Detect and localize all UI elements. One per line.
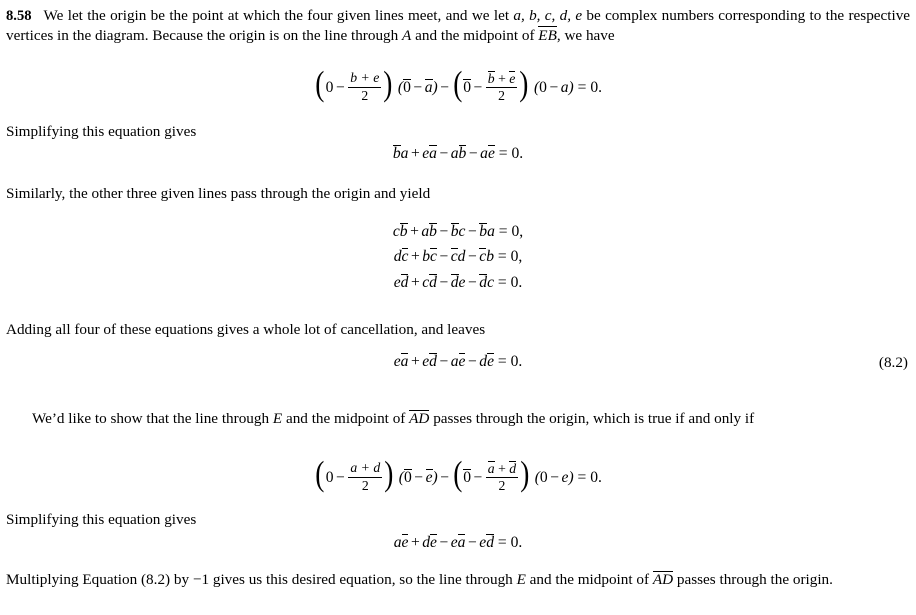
solution-paragraph-4	[6, 320, 910, 340]
equation-4: ea + ed − ae − de = 0.	[393, 353, 523, 370]
equation-4-row	[0, 353, 916, 371]
eq1-fraction-1: $\frac{b + e}{2}$	[350, 70, 380, 103]
paragraph-1-mid: be complex numbers corresponding to the respective vertices in the diagram. Because the origin is on the line through	[6, 7, 911, 44]
eq1-minus-2: −	[440, 78, 449, 96]
eq1-minus-1: −	[335, 78, 345, 96]
paragraph-7-tail: passes through the origin.	[676, 571, 833, 588]
paragraph-5-text	[6, 409, 910, 429]
solution-paragraph-6	[6, 510, 910, 530]
eq1-factor-2: (0 − a)	[533, 78, 574, 96]
solution-paragraph-2	[6, 122, 910, 142]
eq5-factor-1: (0 − e)	[398, 468, 438, 486]
eq5-zero-1: 0	[325, 468, 334, 486]
solution-paragraph-1	[6, 6, 910, 46]
equation-2-content: ba + ea − ab − ae = 0.	[392, 145, 524, 162]
paragraph-7-and: and the midpoint of	[529, 571, 650, 588]
equation-6: ae + de − ea − ed = 0.	[393, 534, 523, 551]
eq5-fraction-1: $\frac{a + d}{2}$	[350, 460, 381, 493]
paragraph-1-tail: , we have	[556, 26, 615, 44]
eq1-fraction-2: $\frac{b + e}{2}$	[487, 70, 516, 104]
paragraph-1-text	[6, 6, 910, 46]
equation-group-3	[0, 219, 916, 295]
paragraph-5-mid: and the midpoint of	[285, 410, 406, 427]
eq5-minus-1: −	[336, 468, 345, 486]
solution-paragraph-3	[6, 184, 910, 204]
variable-A: A	[402, 26, 412, 44]
paragraph-1-and: and the midpoint of	[415, 26, 535, 44]
equation-3a: cb + ab − bc − ba = 0,	[392, 223, 524, 240]
paragraph-6-text: Simplifying this equation gives	[6, 511, 197, 528]
paragraph-7-mid: gives us this desired equation, so the line through	[212, 571, 513, 588]
paragraph-4-text: Adding all four of these equations gives a whole lot of cancellation, and leaves	[6, 321, 486, 338]
eq5-factor-2: (0 − e)	[534, 468, 574, 486]
eq5-fraction-2: $\frac{a + d}{2}$	[487, 460, 517, 494]
paragraph-2-text: Simplifying this equation gives	[6, 123, 197, 140]
solution-paragraph-5	[6, 409, 910, 429]
eq5-minus-2: −	[440, 468, 449, 486]
eq5-equals: = 0.	[577, 468, 602, 486]
equation-5: (0 − $\frac{a + d}{2}$ ) (0 − e) − (0 − $\frac{a + d}{2}$ ) (0 − e) = 0.	[315, 454, 602, 494]
equation-2	[0, 145, 916, 163]
eq1-minus-3: −	[473, 78, 483, 96]
equation-3c: ed + cd − de − dc = 0.	[393, 273, 523, 291]
segment-AD-2: AD	[652, 571, 674, 588]
equation-1: (0 − $\frac{b + e}{2}$ ) (0 − a) − (0 − $\frac{b + e}{2}$ ) (0 − a) = 0.	[315, 64, 603, 104]
minus-one: −1	[192, 571, 210, 588]
paragraph-5-tail: passes through the origin, which is true if and only if	[433, 410, 755, 427]
equation-3b: dc + bc − cd − cb = 0,	[393, 248, 523, 266]
variable-list: a, b, c, d, e	[513, 7, 583, 24]
eq5-zero-2: 0	[463, 468, 471, 486]
variable-E-2: E	[516, 571, 526, 588]
equation-number-8-2: (8.2)	[878, 354, 908, 371]
paragraph-5-lead: We’d like to show that the line through	[32, 410, 270, 427]
segment-AD-1: AD	[409, 410, 430, 427]
eq5-minus-3: −	[473, 468, 483, 486]
segment-EB: EB	[538, 26, 557, 44]
paragraph-3-text: Similarly, the other three given lines pass through the origin and yield	[6, 185, 431, 202]
eq1-equals: = 0.	[577, 78, 603, 96]
paragraph-7-lead: Multiplying Equation (8.2) by	[6, 571, 190, 588]
problem-number: 8.58	[6, 8, 32, 24]
eq1-factor-1: (0 − a)	[397, 78, 438, 96]
eq1-zero-1: 0	[325, 78, 334, 96]
solution-paragraph-7	[6, 570, 910, 590]
eq1-zero-2: 0	[463, 78, 471, 96]
paragraph-1-lead: We let the origin be the point at which the four given lines meet, and we let	[43, 7, 510, 24]
paragraph-7-text	[6, 570, 910, 590]
variable-E-1: E	[272, 410, 283, 427]
